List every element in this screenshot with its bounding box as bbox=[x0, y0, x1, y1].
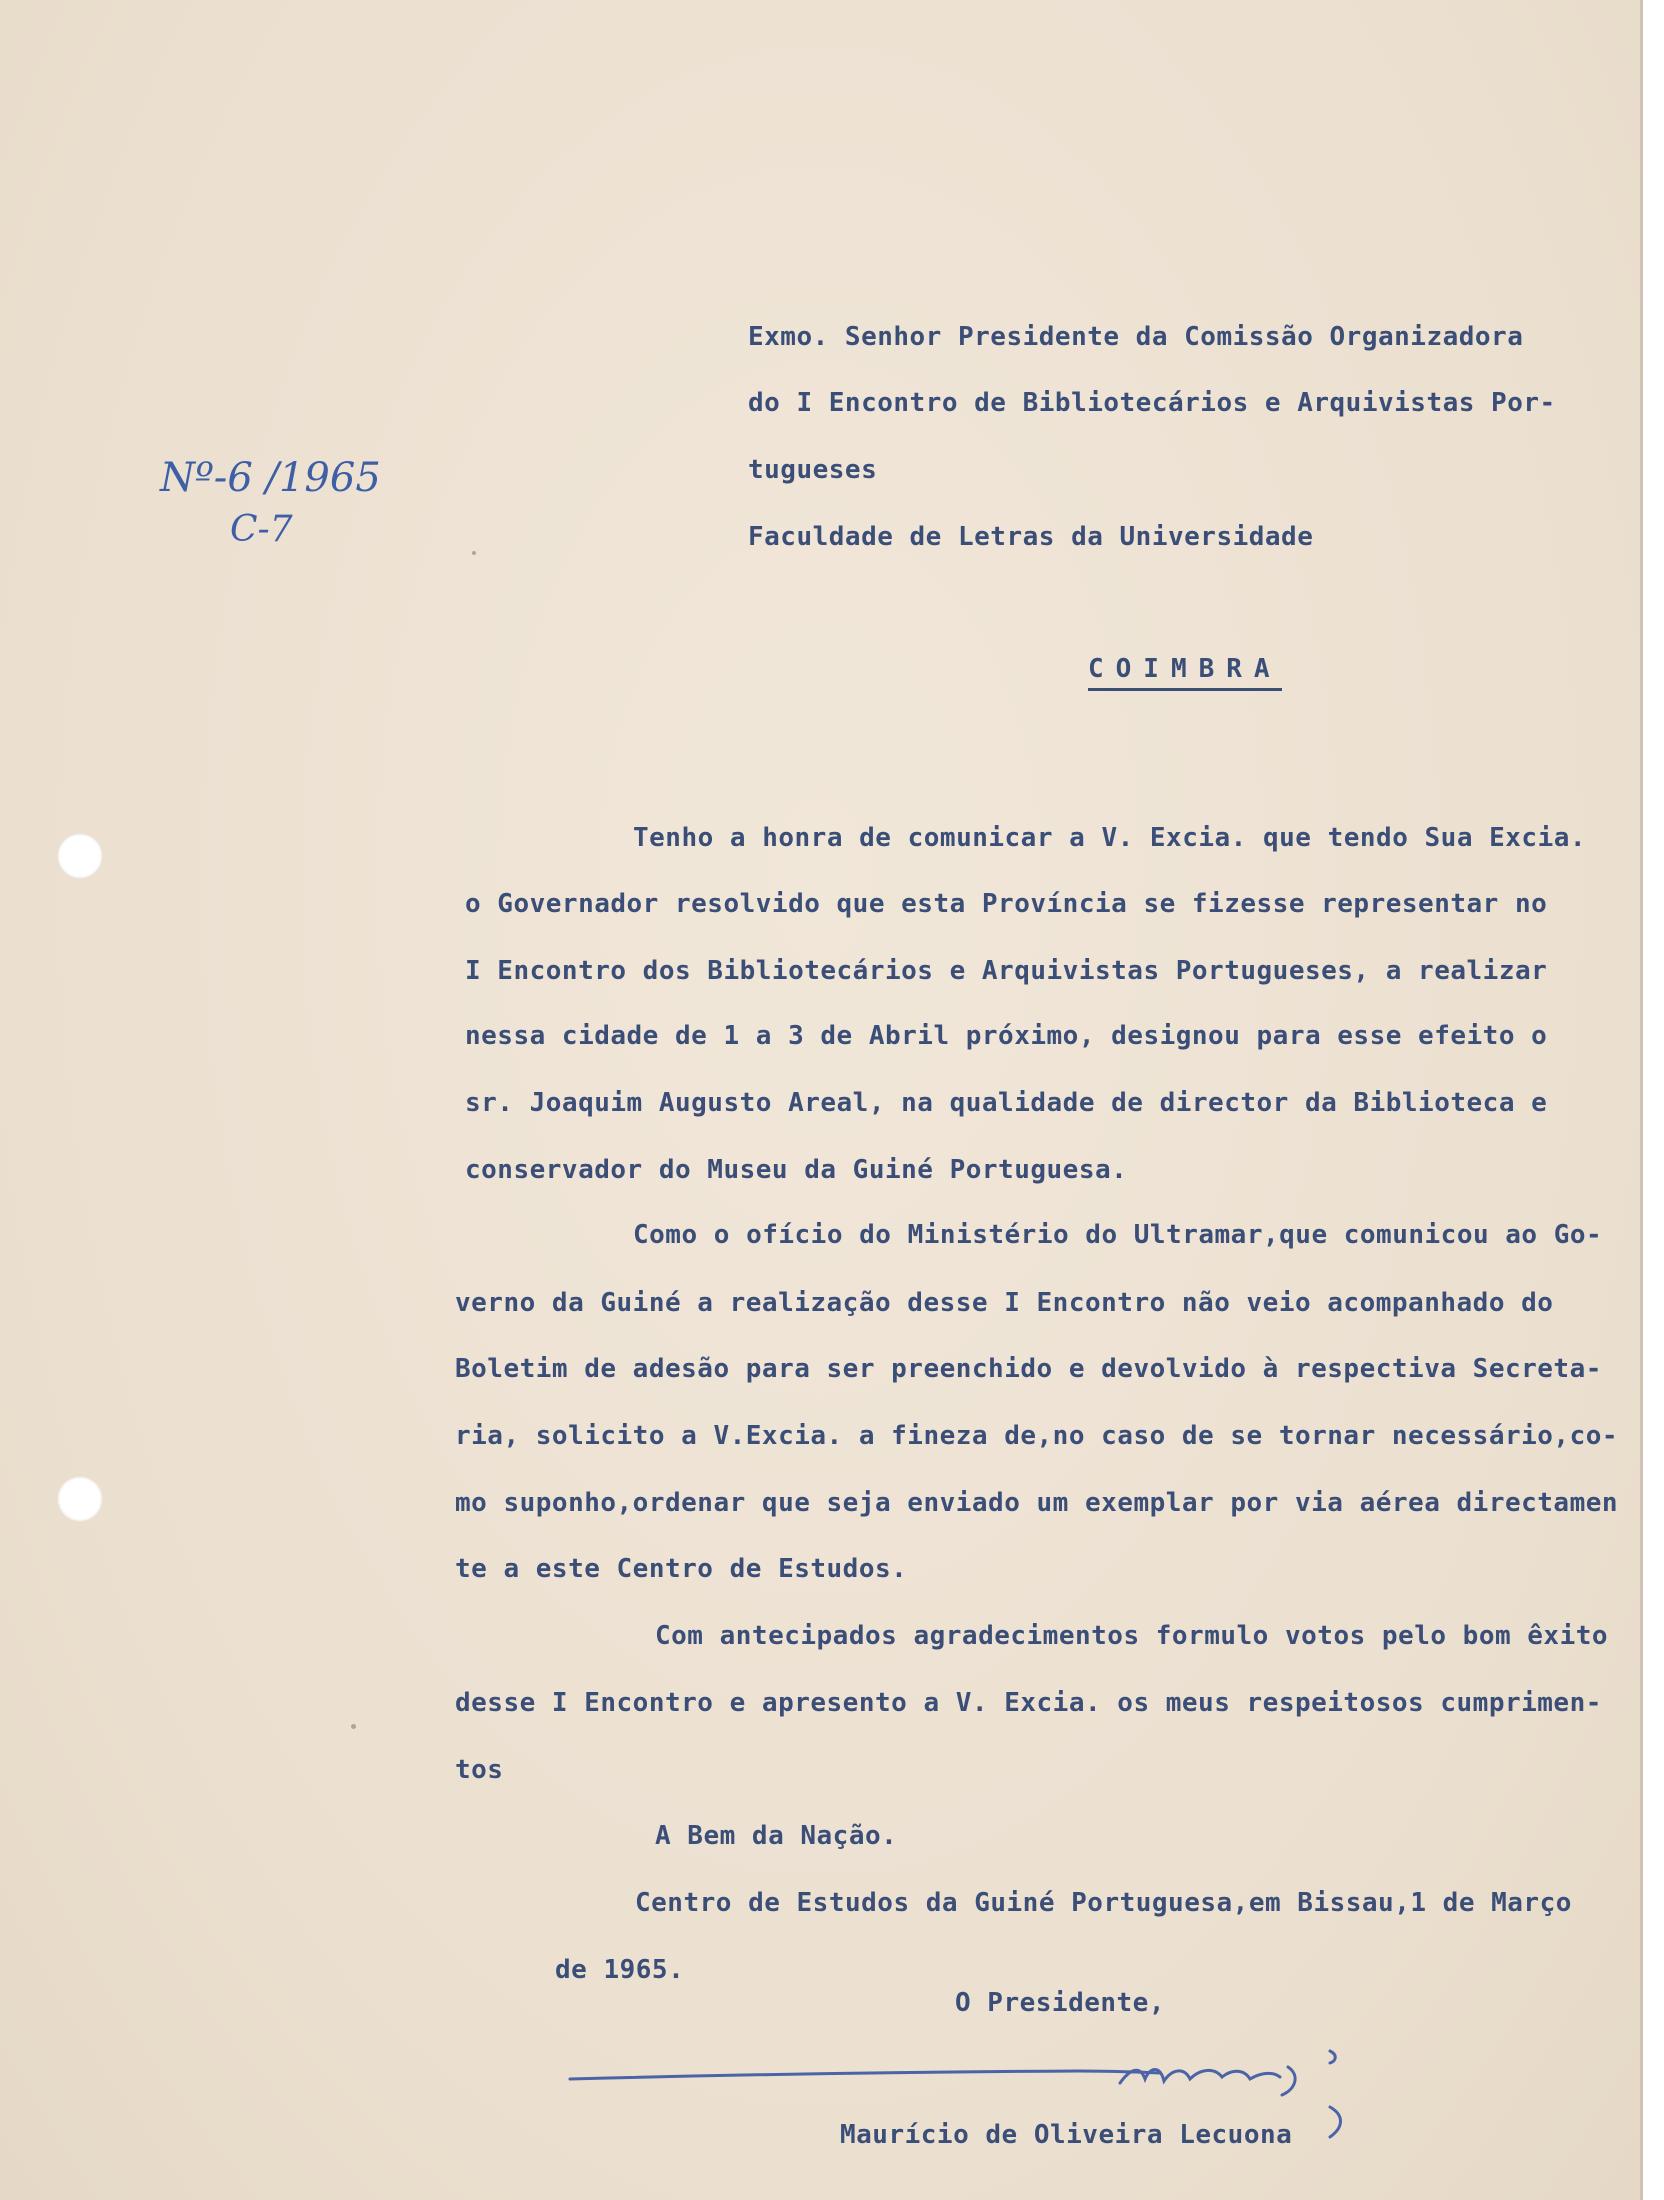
signatory-role: O Presidente, bbox=[955, 1988, 1165, 2018]
place-date: de 1965. bbox=[555, 1955, 685, 1985]
body-line: nessa cidade de 1 a 3 de Abril próximo, designou para esse efeito o bbox=[465, 1021, 1548, 1051]
body-line: Tenho a honra de comunicar a V. Excia. que tendo Sua Excia. bbox=[633, 823, 1587, 853]
reference-code: C-7 bbox=[230, 509, 293, 550]
body-line: o Governador resolvido que esta Província se fizesse representar no bbox=[465, 889, 1548, 919]
body-line: mo suponho,ordenar que seja enviado um exemplar por via aérea directamen bbox=[455, 1488, 1619, 1518]
body-line: verno da Guiné a realização desse I Encontro não veio acompanhado do bbox=[455, 1288, 1554, 1318]
addressee-line: tugueses bbox=[748, 455, 878, 485]
page-edge bbox=[1640, 0, 1664, 2200]
addressee-line: do I Encontro de Bibliotecários e Arquivistas Por- bbox=[748, 388, 1556, 418]
salutation: A Bem da Nação. bbox=[655, 1821, 898, 1851]
body-line: tos bbox=[455, 1755, 504, 1785]
body-line: sr. Joaquim Augusto Areal, na qualidade de director da Biblioteca e bbox=[465, 1088, 1548, 1118]
addressee-line: Faculdade de Letras da Universidade bbox=[748, 522, 1314, 552]
body-line: conservador do Museu da Guiné Portuguesa. bbox=[465, 1155, 1128, 1185]
body-line: Boletim de adesão para ser preenchido e devolvido à respectiva Secreta- bbox=[455, 1354, 1602, 1384]
body-line: Como o ofício do Ministério do Ultramar,que comunicou ao Go- bbox=[633, 1220, 1603, 1250]
body-line: desse I Encontro e apresento a V. Excia. os meus respeitosos cumprimen- bbox=[455, 1688, 1602, 1718]
place-date: Centro de Estudos da Guiné Portuguesa,em Bissau,1 de Março bbox=[635, 1888, 1572, 1918]
body-line: te a este Centro de Estudos. bbox=[455, 1554, 908, 1584]
body-line: Com antecipados agradecimentos formulo votos pelo bom êxito bbox=[655, 1621, 1609, 1651]
addressee-line: Exmo. Senhor Presidente da Comissão Organizadora bbox=[748, 322, 1524, 352]
body-line: I Encontro dos Bibliotecários e Arquivistas Portugueses, a realizar bbox=[465, 956, 1548, 986]
signatory-name: Maurício de Oliveira Lecuona bbox=[840, 2120, 1293, 2150]
paper-speck bbox=[351, 1724, 356, 1729]
punch-hole bbox=[57, 833, 103, 879]
addressee-city: COIMBRA bbox=[1088, 656, 1282, 691]
reference-number: Nº-6 /1965 bbox=[160, 455, 381, 501]
punch-hole bbox=[57, 1476, 103, 1522]
paper-speck bbox=[472, 551, 476, 555]
body-line: ria, solicito a V.Excia. a fineza de,no caso de se tornar necessário,co- bbox=[455, 1421, 1619, 1451]
